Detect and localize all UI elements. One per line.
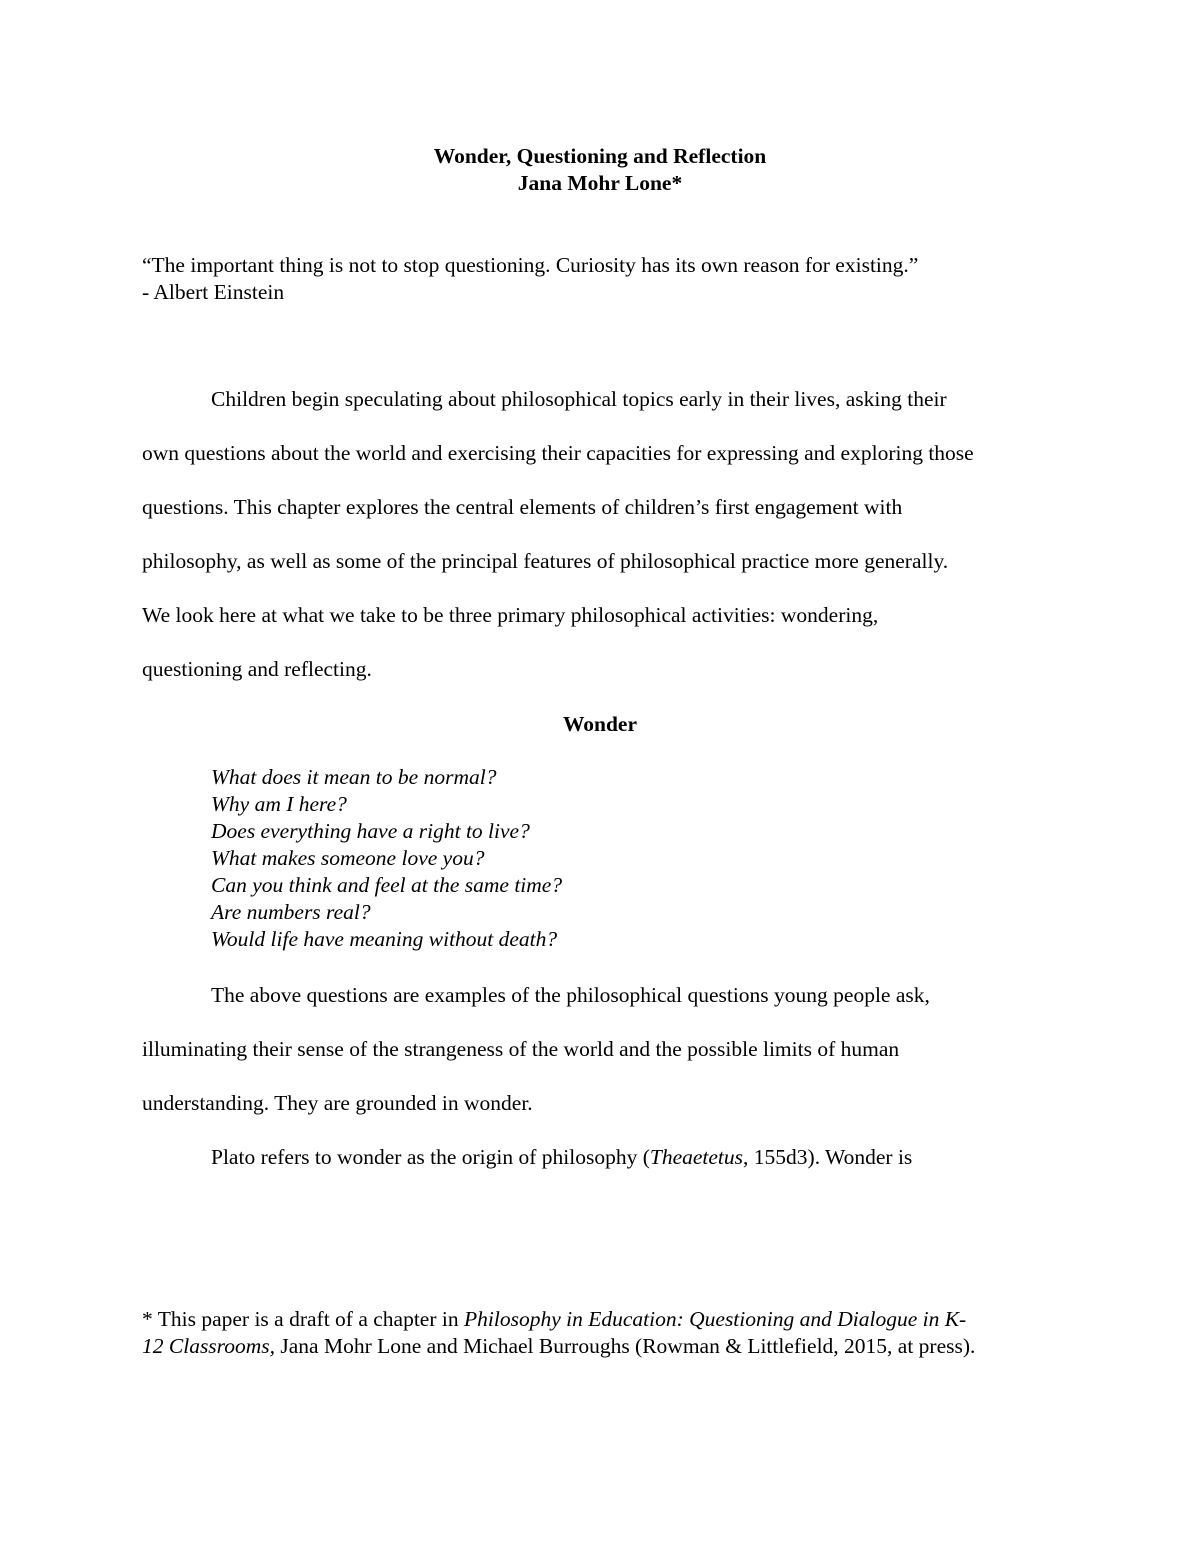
question-item: Why am I here? <box>211 792 347 816</box>
body-line: The above questions are examples of the philosophical questions young people ask, <box>211 983 930 1007</box>
plato-work-title: Theaetetus <box>649 1145 744 1169</box>
section-heading-wonder: Wonder <box>562 712 638 736</box>
intro-line: own questions about the world and exercising their capacities for expressing and exploring those <box>142 441 974 465</box>
intro-line: philosophy, as well as some of the principal features of philosophical practice more generally. <box>142 549 949 573</box>
epigraph-attribution: - Albert Einstein <box>142 280 285 304</box>
question-item: Are numbers real? <box>211 900 371 924</box>
plato-line-after: , 155d3). Wonder is <box>743 1145 913 1169</box>
document-author: Jana Mohr Lone* <box>517 171 683 195</box>
footnote-book-title-2: 12 Classrooms, <box>142 1334 276 1358</box>
question-item: Does everything have a right to live? <box>211 819 530 843</box>
document-title: Wonder, Questioning and Reflection <box>433 144 767 168</box>
epigraph-quote: “The important thing is not to stop questioning. Curiosity has its own reason for existing.” <box>142 253 919 277</box>
question-item: Would life have meaning without death? <box>211 927 558 951</box>
intro-line: questions. This chapter explores the central elements of children’s first engagement with <box>142 495 903 519</box>
footnote-tail: Jana Mohr Lone and Michael Burroughs (Rowman & Littlefield, 2015, at press). <box>275 1334 976 1358</box>
footnote-book-title-1: Philosophy in Education: Questioning and Dialogue in K- <box>464 1307 967 1331</box>
footnote-line-1 <box>142 1306 966 1333</box>
plato-line-before: Plato refers to wonder as the origin of philosophy ( <box>211 1145 650 1169</box>
question-item: What makes someone love you? <box>211 846 485 870</box>
question-item: Can you think and feel at the same time? <box>211 873 563 897</box>
footnote-line-2 <box>142 1333 975 1360</box>
body-line: understanding. They are grounded in wonder. <box>142 1091 533 1115</box>
footnote-lead: * This paper is a draft of a chapter in <box>142 1307 464 1331</box>
intro-line: We look here at what we take to be three primary philosophical activities: wondering, <box>142 603 879 627</box>
plato-line <box>211 1144 912 1171</box>
intro-line: questioning and reflecting. <box>142 657 372 681</box>
intro-line: Children begin speculating about philosophical topics early in their lives, asking their <box>211 387 947 411</box>
question-item: What does it mean to be normal? <box>211 765 497 789</box>
body-line: illuminating their sense of the strangeness of the world and the possible limits of human <box>142 1037 900 1061</box>
